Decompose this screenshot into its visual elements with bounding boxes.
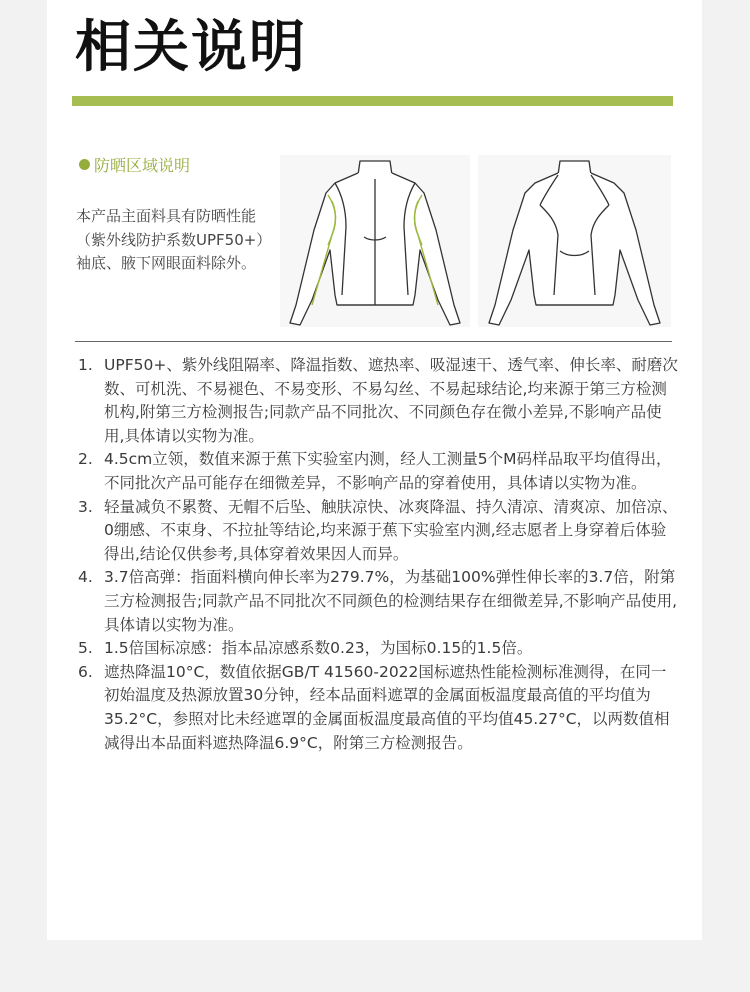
note-number: 1. — [78, 356, 93, 374]
jacket-front-sketch — [280, 155, 470, 327]
notes-list — [78, 354, 678, 755]
sun-protection-description: 本产品主面料具有防晒性能（紫外线防护系数UPF50+）袖底、腋下网眼面料除外。 — [76, 207, 272, 272]
note-number: 3. — [78, 497, 93, 516]
note-item — [78, 496, 678, 567]
note-number: 4. — [78, 568, 93, 587]
section-heading — [79, 156, 190, 176]
note-item — [78, 354, 678, 448]
note-text: 1.5倍国标凉感：指本品凉感系数0.23，为国标0.15的1.5倍。 — [104, 639, 533, 658]
note-item — [78, 566, 678, 637]
section-divider — [75, 341, 672, 342]
note-text: 4.5cm立领，数值来源于蕉下实验室内测，经人工测量5个M码样品取平均值得出，不同批次产品可能存在细微差异，不影响产品的穿着使用，具体请以实物为准。 — [104, 450, 672, 492]
note-text: 轻量减负不累赘、无帽不后坠、触肤凉快、冰爽降温、持久清凉、清爽凉、加倍凉、0绷感、不束身、不拉扯等结论,均来源于蕉下实验室内测,经志愿者上身穿着后体验得出,结论仅供参考,具体穿着效果因人而异。 — [104, 497, 678, 563]
title-accent-bar — [72, 96, 673, 106]
note-text: 3.7倍高弹：指面料横向伸长率为279.7%，为基础100%弹性伸长率的3.7倍，附第三方检测报告;同款产品不同批次不同颜色的检测结果存在细微差异,不影响产品使用,具体请以实物为准。 — [104, 568, 678, 634]
note-number: 2. — [78, 450, 93, 469]
jacket-back-sketch — [478, 155, 671, 327]
note-item — [78, 448, 678, 495]
note-text: UPF50+、紫外线阻隔率、降温指数、遮热率、吸湿速干、透气率、伸长率、耐磨次数、可机洗、不易褪色、不易变形、不易勾丝、不易起球结论,均来源于第三方检测机构,附第三方检测报告;同款产品不同批次、不同颜色存在微小差异,不影响产品使用,具体请以实物为准。 — [104, 356, 678, 445]
note-item — [78, 661, 678, 755]
page-title: 相关说明 — [75, 15, 307, 80]
jacket-back-drawing — [478, 155, 671, 327]
jacket-front-drawing — [280, 155, 470, 327]
bullet-dot-icon — [79, 159, 90, 170]
section-heading-label: 防晒区域说明 — [94, 156, 191, 175]
note-item — [78, 637, 678, 661]
note-number: 6. — [78, 662, 93, 681]
note-text: 遮热降温10°C，数值依据GB/T 41560-2022国标遮热性能检测标准测得，在同一初始温度及热源放置30分钟，经本品面料遮罩的金属面板温度最高值的平均值为35.2°C，参照对比未经遮罩的金属面板温度最高值的平均值45.27°C，以两数值相减得出本品面料遮热降温6.9°C，附第三方检测报告。 — [104, 662, 670, 752]
note-number: 5. — [78, 639, 93, 658]
